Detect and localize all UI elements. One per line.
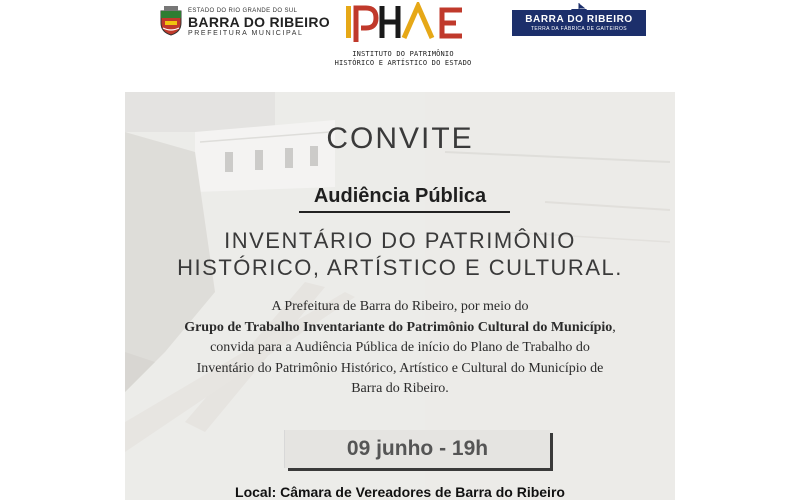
event-location: Local: Câmara de Vereadores de Barra do Ribeiro [235, 484, 565, 500]
body-line-4: Inventário do Patrimônio Histórico, Artístico e Cultural do Município de [196, 360, 604, 376]
prefeitura-state: ESTADO DO RIO GRANDE DO SUL [188, 8, 298, 14]
boat-icon [570, 3, 588, 13]
event-date: 09 junho - 19h [346, 437, 489, 460]
municipal-crest-icon [158, 6, 184, 36]
body-line-1: A Prefeitura de Barra do Ribeiro, por meio do [271, 299, 529, 314]
badge-tagline: TERRA DA FÁBRICA DE GAITEIROS [530, 26, 628, 32]
topic-line-2: HISTÓRICO, ARTÍSTICO E CULTURAL. [177, 255, 623, 280]
topic-line-1: INVENTÁRIO DO PATRIMÔNIO [224, 228, 576, 253]
working-group-name: Grupo de Trabalho Inventariante do Patrimônio Cultural do Município [184, 319, 613, 335]
invite-body [145, 297, 655, 400]
prefeitura-city: BARRA DO RIBEIRO [188, 14, 330, 30]
iphae-logo-text: IPHAE [403, 49, 407, 50]
badge-title: BARRA DO RIBEIRO [525, 14, 633, 25]
invite-heading: CONVITE [326, 122, 474, 155]
invitation-card [125, 92, 675, 500]
header-logos [0, 0, 800, 92]
iphae-logo-mark [338, 2, 468, 50]
event-title: Audiência Pública [313, 185, 487, 207]
iphae-logo [318, 2, 488, 68]
body-line-3: convida para a Audiência Pública de início do Plano de Trabalho do [210, 340, 590, 355]
prefeitura-subtitle: PREFEITURA MUNICIPAL [188, 30, 304, 37]
body-line-5: Barra do Ribeiro. [351, 381, 449, 396]
event-title-underline [299, 211, 510, 213]
iphae-line2: HISTÓRICO E ARTÍSTICO DO ESTADO [334, 59, 472, 67]
body-line-2-tail: , [612, 319, 616, 335]
iphae-line1: INSTITUTO DO PATRIMÔNIO [352, 50, 454, 58]
body-line-2 [145, 318, 655, 339]
barra-badge [512, 10, 646, 36]
date-box [285, 430, 550, 468]
